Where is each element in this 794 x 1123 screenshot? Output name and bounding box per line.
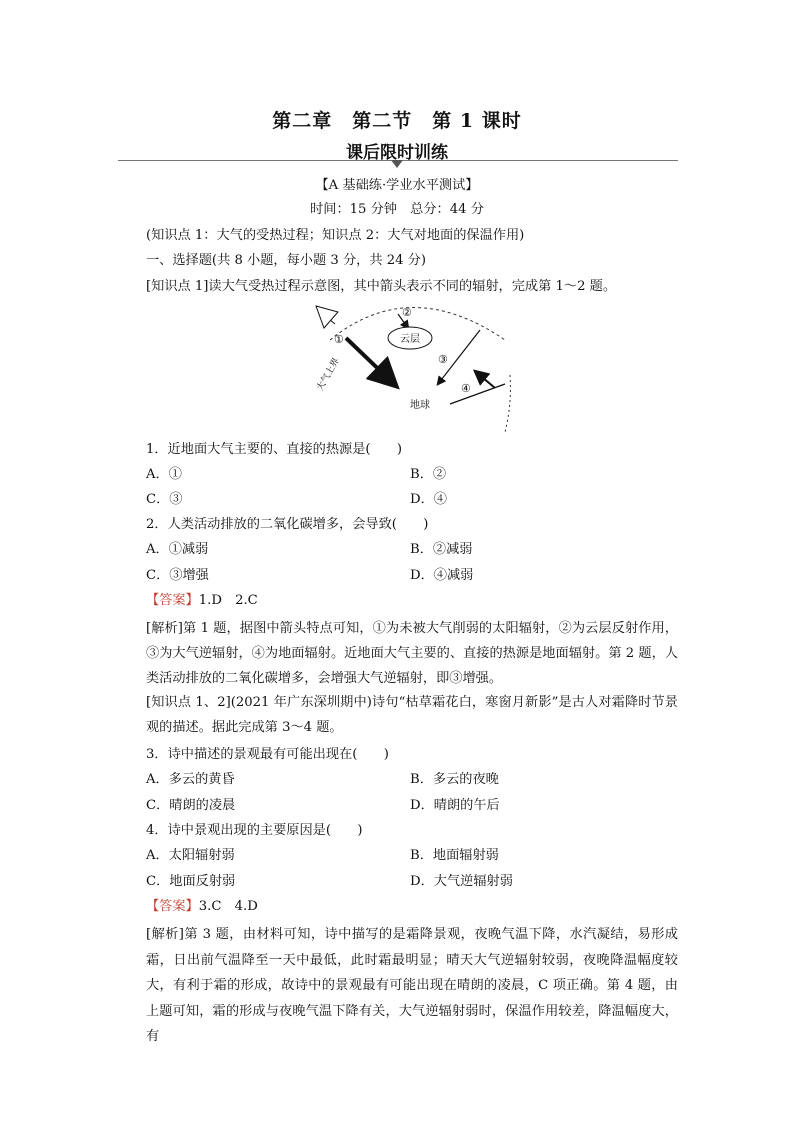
- level-heading: 【A 基础练·学业水平测试】: [315, 178, 479, 193]
- intro-q3-4: [知识点 1、2](2021 年广东深圳期中)诗句“枯草霜花白，寒窗月新影”是古人对霜降时节景观的描述。据此完成第 3～4 题。: [146, 695, 678, 735]
- earth-arc: [505, 375, 510, 432]
- q3-stem: 3．诗中描述的景观最有可能出现在( ): [146, 747, 389, 762]
- q4-option-b: B．地面辐射弱: [410, 848, 499, 863]
- q1-option-d: D．④: [410, 492, 447, 507]
- q4-option-d: D．大气逆辐射弱: [410, 874, 513, 889]
- label-2: ②: [402, 306, 412, 319]
- answer-text: 3.C 4.D: [198, 899, 258, 914]
- label-1: ①: [334, 333, 344, 346]
- arrow-1-head-outline: [316, 306, 338, 328]
- divider-marker-icon: [391, 160, 403, 168]
- time-info: 时间：15 分钟 总分：44 分: [310, 202, 484, 217]
- page-title: 第二章 第二节 第 1 课时: [272, 110, 522, 132]
- knowledge-points: (知识点 1：大气的受热过程；知识点 2：大气对地面的保温作用): [146, 228, 525, 243]
- q2-option-a: A．①减弱: [146, 542, 209, 557]
- label-atmos: 大气上界: [315, 356, 342, 393]
- q2-stem: 2．人类活动排放的二氧化碳增多，会导致( ): [146, 517, 429, 532]
- q4-option-a: A．太阳辐射弱: [146, 848, 235, 863]
- q3-option-c: C．晴朗的凌晨: [146, 798, 236, 813]
- q2-option-d: D．④减弱: [410, 568, 474, 583]
- label-3: ③: [438, 353, 448, 366]
- q3-option-b: B．多云的夜晚: [410, 772, 499, 787]
- label-cloud: 云层: [400, 334, 420, 345]
- q2-option-c: C．③增强: [146, 568, 209, 583]
- arrow-4-up: [476, 372, 495, 388]
- answer-3-4: [146, 897, 258, 917]
- page-subtitle: 课后限时训练: [346, 143, 448, 163]
- intro-q1-2: [知识点 1]读大气受热过程示意图，其中箭头表示不同的辐射，完成第 1～2 题。: [146, 279, 617, 294]
- answer-text: 1.D 2.C: [198, 593, 258, 608]
- label-4: ④: [461, 382, 471, 395]
- answer-tag: 【答案】: [146, 899, 199, 914]
- q4-stem: 4．诗中景观出现的主要原因是( ): [146, 823, 363, 838]
- explanation-3-4: [解析]第 3 题，由材料可知，诗中描写的是霜降景观，夜晚气温下降，水汽凝结，易形成霜，日出前气温降至一天中最低，此时霜最明显；晴天大气逆辐射较弱，夜晚降温幅度较大，有利于霜的形成，故诗中的景观最有可能出现在晴朗的凌晨，C 项正确。第 4 题，由上题可知，霜的形成与夜晚气温下降有关，大气逆辐射弱时，保温作用较差，降温幅度大，有: [146, 927, 678, 1044]
- q1-option-b: B．②: [410, 467, 447, 482]
- answer-tag: 【答案】: [146, 593, 199, 608]
- part-heading: 一、选择题(共 8 小题，每小题 3 分，共 24 分): [146, 253, 427, 268]
- atmosphere-heating-diagram: [300, 300, 520, 435]
- explanation-1-2: [解析]第 1 题，据图中箭头特点可知，①为未被大气削弱的太阳辐射，②为云层反射作用，③为大气逆辐射，④为地面辐射。近地面大气主要的、直接的热源是地面辐射。第 2 题，人类活动排放的二氧化碳增多，会增强大气逆辐射，即③增强。: [146, 621, 678, 686]
- q1-option-c: C．③: [146, 492, 183, 507]
- q3-option-d: D．晴朗的午后: [410, 798, 500, 813]
- arrow-4-ground: [450, 384, 505, 404]
- q1-option-a: A．①: [146, 467, 182, 482]
- answer-1-2: [146, 591, 258, 611]
- q3-option-a: A．多云的黄昏: [146, 772, 235, 787]
- q4-option-c: C．地面反射弱: [146, 874, 236, 889]
- q1-stem: 1．近地面大气主要的、直接的热源是( ): [146, 442, 403, 457]
- label-earth: 地球: [410, 400, 430, 411]
- q2-option-b: B．②减弱: [410, 542, 473, 557]
